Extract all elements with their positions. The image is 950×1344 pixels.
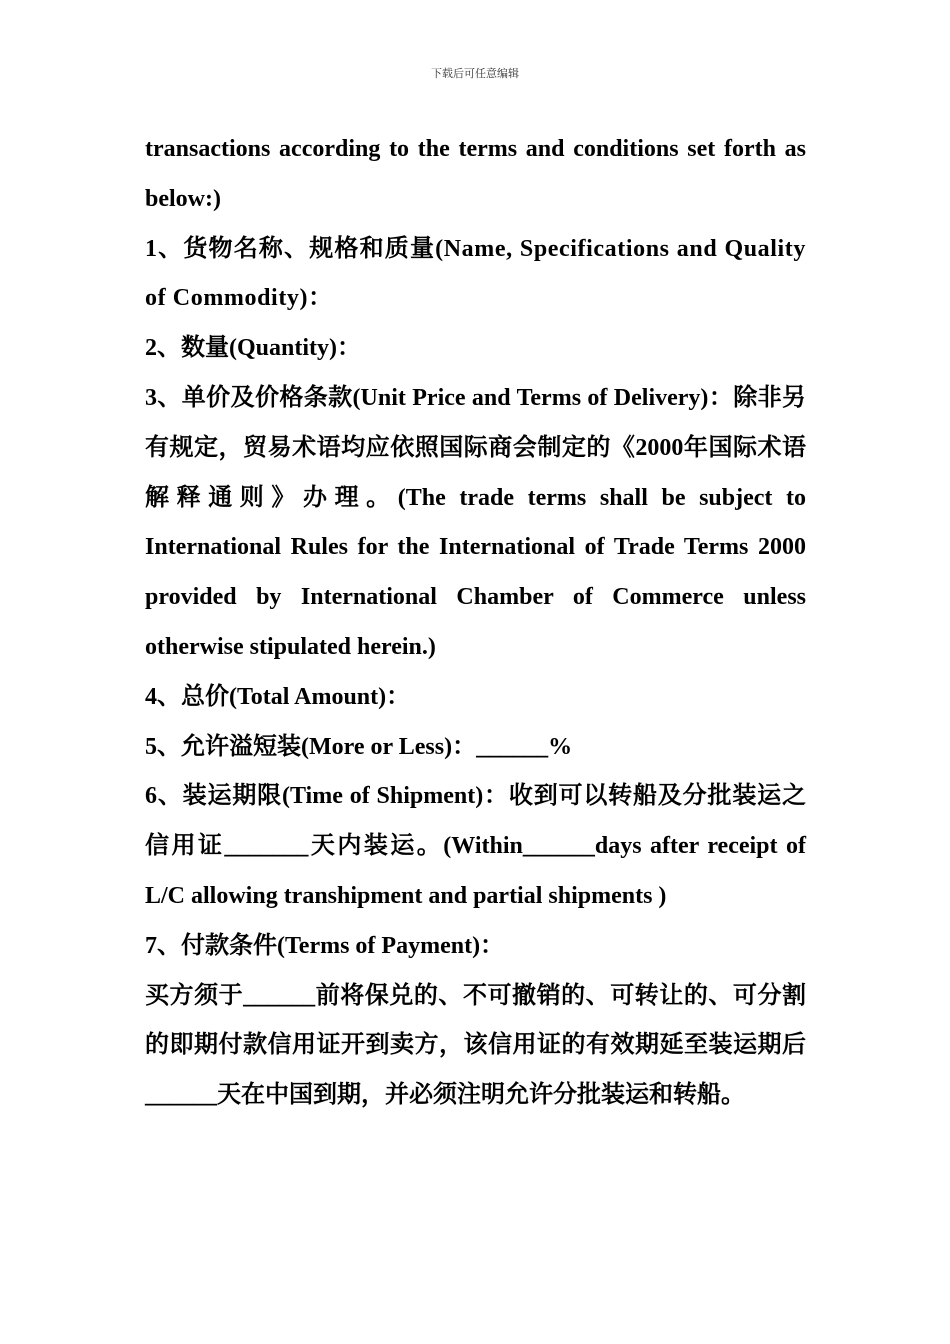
page-header: 下载后可任意编辑 (431, 68, 519, 80)
clause-3-unit-price: 3、单价及价格条款(Unit Price and Terms of Delivery)：除非另有规定，贸易术语均应依照国际商会制定的《2000年国际术语解释通则》办理。(The trade terms shall be subject to International Rules for the International of Trade Terms 2000 provided by International Chamber of Commerce unless otherwise stipulated herein.) (145, 384, 806, 660)
clause-7-terms-of-payment: 7、付款条件(Terms of Payment)： (145, 932, 505, 959)
clause-7-payment-details: 买方须于______前将保兑的、不可撤销的、可转让的、可分割的即期付款信用证开到卖方，该信用证的有效期延至装运期后______天在中国到期，并必须注明允许分批装运和转船。 (145, 982, 806, 1109)
clause-4-total-amount: 4、总价(Total Amount)： (145, 683, 411, 710)
paragraph-intro-continuation: transactions according to the terms and conditions set forth as below:) (145, 136, 806, 212)
clause-6-time-of-shipment: 6、装运期限(Time of Shipment)：收到可以转船及分批装运之信用证_______天内装运。(Within______days after receipt of L/C allowing transhipment and partial shipments ) (145, 783, 806, 909)
clause-1-commodity: 1、货物名称、规格和质量(Name, Specifications and Quality of Commodity)： (145, 235, 806, 312)
document-body (145, 125, 806, 1121)
clause-2-quantity: 2、数量(Quantity)： (145, 335, 361, 362)
clause-5-more-or-less: 5、允许溢短装(More or Less)：______% (145, 733, 573, 760)
